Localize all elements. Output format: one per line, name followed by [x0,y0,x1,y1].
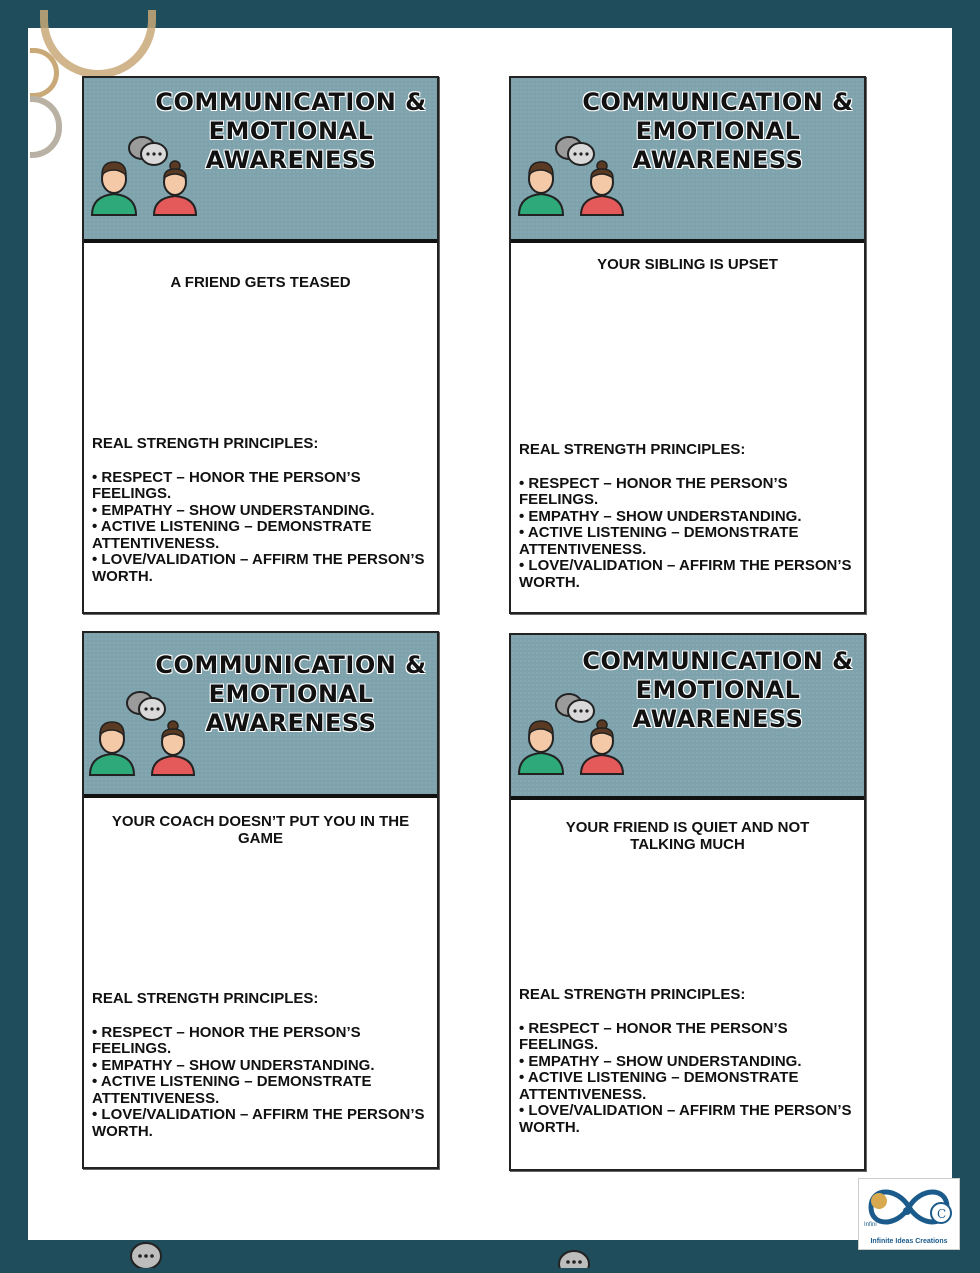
chat-bubble-icon [128,1240,172,1273]
principle-item: • LOVE/VALIDATION – AFFIRM THE PERSON’S WORTH. [92,1107,429,1140]
card-title: COMMUNICATION & EMOTIONAL AWARENESS [155,651,427,737]
scenario-text: YOUR SIBLING IS UPSET [597,256,778,273]
principle-item: • ACTIVE LISTENING – DEMONSTRATE ATTENTIVENESS. [519,525,856,558]
chat-bubble-icon [554,1248,598,1273]
principle-item: • EMPATHY – SHOW UNDERSTANDING. [519,509,856,526]
card-title: COMMUNICATION & EMOTIONAL AWARENESS [155,88,427,174]
scenario-text: YOUR COACH DOESN’T PUT YOU IN THE GAME [111,813,410,847]
scenario-card-2 [509,76,866,614]
principles-block [519,987,856,1136]
principle-item: • EMPATHY – SHOW UNDERSTANDING. [92,503,429,520]
principle-item: • ACTIVE LISTENING – DEMONSTRATE ATTENTIVENESS. [92,1074,429,1107]
principle-item: • RESPECT – HONOR THE PERSON’S FEELINGS. [519,1021,856,1054]
principles-heading: REAL STRENGTH PRINCIPLES: [92,435,319,452]
principles-block [92,991,429,1140]
principle-item: • RESPECT – HONOR THE PERSON’S FEELINGS. [92,1025,429,1058]
card-header [84,78,437,243]
scenario-card-1 [82,76,439,614]
logo-partial-text: Infini [864,1222,877,1228]
principle-item: • RESPECT – HONOR THE PERSON’S FEELINGS. [92,470,429,503]
principles-block [519,442,856,591]
principle-item: • ACTIVE LISTENING – DEMONSTRATE ATTENTIVENESS. [92,519,429,552]
card-header [84,633,437,798]
principles-heading: REAL STRENGTH PRINCIPLES: [519,441,746,458]
principles-block [92,436,429,585]
principle-item: • ACTIVE LISTENING – DEMONSTRATE ATTENTIVENESS. [519,1070,856,1103]
logo-text: Infinite Ideas Creations [870,1238,948,1245]
scenario-text: YOUR FRIEND IS QUIET AND NOT TALKING MUCH [565,819,810,853]
scenario-card-4 [509,633,866,1171]
principles-heading: REAL STRENGTH PRINCIPLES: [519,986,746,1003]
scenario-text: A FRIEND GETS TEASED [170,274,351,291]
principle-item: • LOVE/VALIDATION – AFFIRM THE PERSON’S WORTH. [92,552,429,585]
card-title: COMMUNICATION & EMOTIONAL AWARENESS [582,88,854,174]
card-header [511,635,864,800]
brand-logo [858,1178,960,1250]
principle-item: • RESPECT – HONOR THE PERSON’S FEELINGS. [519,476,856,509]
svg-text:C: C [937,1207,947,1221]
infinity-logo-icon [863,1181,955,1238]
card-header [511,78,864,243]
scenario-card-3 [82,631,439,1169]
principle-item: • EMPATHY – SHOW UNDERSTANDING. [92,1058,429,1075]
principle-item: • LOVE/VALIDATION – AFFIRM THE PERSON’S WORTH. [519,558,856,591]
card-title: COMMUNICATION & EMOTIONAL AWARENESS [582,647,854,733]
principles-heading: REAL STRENGTH PRINCIPLES: [92,990,319,1007]
principle-item: • EMPATHY – SHOW UNDERSTANDING. [519,1054,856,1071]
principle-item: • LOVE/VALIDATION – AFFIRM THE PERSON’S WORTH. [519,1103,856,1136]
